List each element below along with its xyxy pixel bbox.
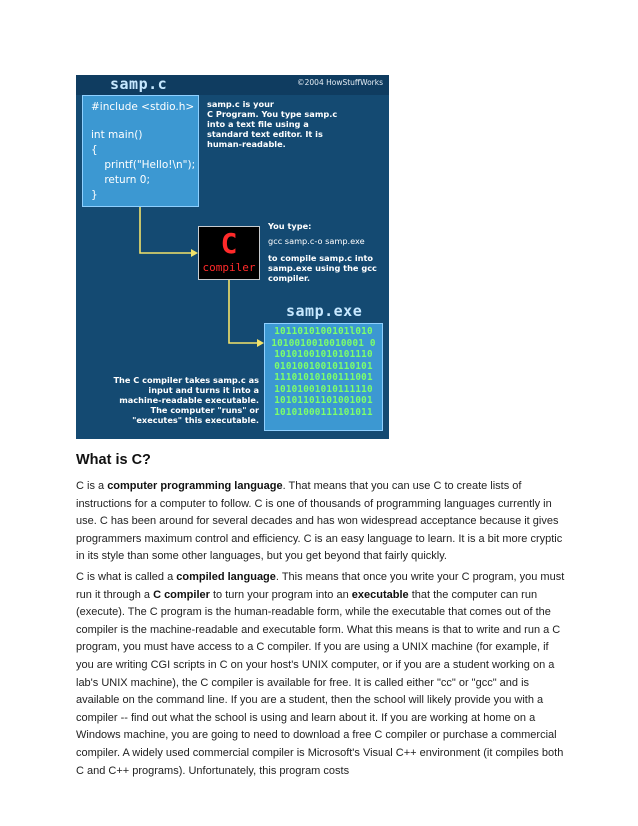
executable-description: The C compiler takes samp.c as input and turns it into a machine-readable executable. The computer "runs" or "executes" this executable. xyxy=(113,375,259,425)
compiler-block xyxy=(198,226,260,280)
executable-title: samp.exe xyxy=(286,302,363,320)
executable-box xyxy=(264,323,383,431)
code-line: printf("Hello!\n"); xyxy=(91,159,196,171)
arrow-to-compiler xyxy=(140,207,194,253)
term-highlight: C compiler xyxy=(153,588,210,601)
code-line: } xyxy=(91,189,98,201)
compiler-word: compiler xyxy=(202,261,256,274)
binary-line: 11101010100111001 xyxy=(274,372,373,383)
binary-line: 10101001010111110 xyxy=(274,383,373,395)
code-line: return 0; xyxy=(91,174,151,186)
binary-line: 1011010100101l010 xyxy=(274,326,373,337)
article-heading: What is C? xyxy=(76,452,151,468)
term-highlight: compiled language xyxy=(176,571,276,583)
compilation-diagram xyxy=(76,75,389,439)
source-file-title: samp.c xyxy=(110,75,168,93)
copyright-notice: ©2004 HowStuffWorks xyxy=(297,78,383,87)
source-description: samp.c is your C Program. You type samp.c into a text file using a standard text editor. It is human-readable. xyxy=(207,99,338,149)
binary-line: 10101001010101110 xyxy=(274,349,373,360)
binary-line: 10101000111101011 xyxy=(274,406,373,418)
code-line: #include <stdio.h> xyxy=(91,101,195,113)
arrow-to-exe xyxy=(229,280,260,343)
code-line: int main() xyxy=(91,129,143,141)
binary-line: 1010010010010001 0 xyxy=(271,337,376,349)
paragraph-intro: C is a computer programming language. That means that you can use C to create lists of instructions for a computer to follow. C is one of thousands of programming languages currently in use. C has been around for several decades and has won widespread acceptance because it gives programmers maximum control and efficiency. C is an easy language to learn. It is a bit more cryptic in its style than some other languages, but you get beyond that fairly quickly. xyxy=(76,480,563,563)
compiler-letter: C xyxy=(220,227,238,260)
code-line: { xyxy=(91,144,98,156)
term-highlight: executable xyxy=(351,588,409,601)
arrow-head xyxy=(257,339,264,347)
compile-command: gcc samp.c-o samp.exe xyxy=(268,236,365,246)
compile-description: to compile samp.c into samp.exe using the gcc compiler. xyxy=(268,253,377,283)
binary-line: 01010010010110101 xyxy=(274,360,373,372)
paragraph-compiled: C is what is called a compiled language. This means that once you write your C program, you must run it through a C compiler to turn your program into an executable that the computer can run (execute). The C program is the human-readable form, while the executable that comes out of the compiler is the machine-readable and executable form. What this means is that to write and run a C program, you must have access to a C compiler. If you are using a UNIX machine (for example, if you are writing CGI scripts in C on your host's UNIX computer, or if you are a student working on a lab's UNIX machine), the C compiler is available for free. It is called either "cc" or "gcc" and is available on the command line. If you are a student, then the school will likely provide you with a compiler -- find out what the school is using and learn about it. If you are working at home on a Windows machine, you are going to need to download a free C compiler or purchase a commercial compiler. A widely used commercial compiler is Microsoft's Visual C++ environment (it compiles both C and C++ programs). Unfortunately, this program costs xyxy=(76,571,565,777)
arrow-head xyxy=(191,249,198,257)
binary-line: 10101101101001001 xyxy=(274,395,373,406)
you-type-label: You type: xyxy=(268,221,312,231)
term-highlight: computer programming language xyxy=(107,480,283,492)
